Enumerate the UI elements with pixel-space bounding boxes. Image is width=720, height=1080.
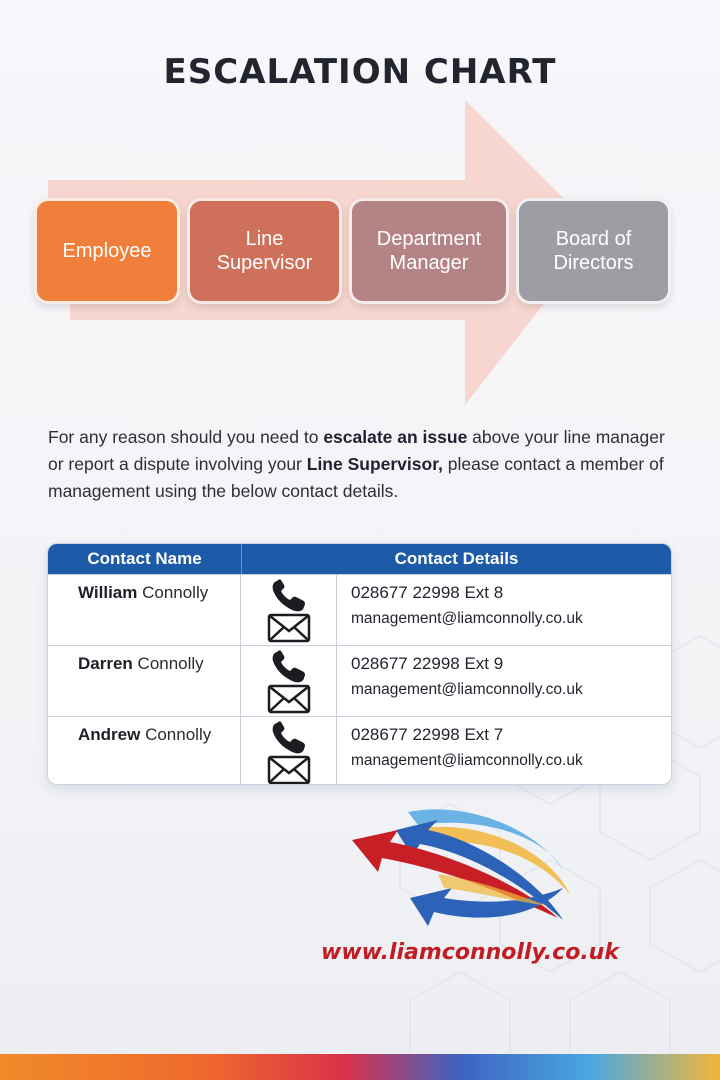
header-contact-details: Contact Details <box>394 549 519 568</box>
table-row <box>48 716 671 785</box>
contact-phone: 028677 22998 Ext 8 <box>351 583 504 602</box>
intro-text-3: please contact a member of management using the below contact details. <box>48 454 664 501</box>
table-row <box>48 645 671 716</box>
envelope-icon <box>267 755 311 785</box>
step-department-manager: Department Manager <box>349 198 509 304</box>
phone-icon <box>269 650 309 684</box>
contact-first-name: Andrew <box>78 725 141 744</box>
contact-last-name: Connolly <box>132 654 204 673</box>
contact-phone: 028677 22998 Ext 7 <box>351 725 504 744</box>
contact-icons <box>241 717 337 785</box>
swoosh-globe-logo <box>348 800 588 940</box>
contact-last-name: Connolly <box>137 583 209 602</box>
intro-bold-line-supervisor: Line Supervisor, <box>306 454 443 474</box>
contact-email[interactable]: management@liamconnolly.co.uk <box>351 681 583 698</box>
header-contact-name: Contact Name <box>48 544 242 574</box>
website-url[interactable]: www.liamconnolly.co.uk <box>321 940 619 965</box>
contact-last-name: Connolly <box>140 725 212 744</box>
contact-email[interactable]: management@liamconnolly.co.uk <box>351 610 583 627</box>
phone-icon <box>269 721 309 755</box>
intro-bold-escalate: escalate an issue <box>323 427 468 447</box>
intro-text-2: above your line manager or report a dispute involving your <box>48 427 665 474</box>
contact-table <box>47 543 672 785</box>
envelope-icon <box>267 613 311 643</box>
step-board-of-directors: Board of Directors <box>516 198 671 304</box>
intro-paragraph <box>48 424 678 505</box>
contact-name <box>48 717 241 785</box>
table-header <box>48 544 671 574</box>
contact-icons <box>241 575 337 645</box>
intro-text-1: For any reason should you need to <box>48 427 324 447</box>
phone-icon <box>269 579 309 613</box>
contact-name <box>48 646 241 716</box>
contact-first-name: William <box>78 583 138 602</box>
table-row <box>48 574 671 645</box>
step-line-supervisor: Line Supervisor <box>187 198 342 304</box>
contact-details <box>337 717 671 785</box>
contact-first-name: Darren <box>78 654 133 673</box>
envelope-icon <box>267 684 311 714</box>
step-employee: Employee <box>34 198 180 304</box>
contact-phone: 028677 22998 Ext 9 <box>351 654 504 673</box>
contact-icons <box>241 646 337 716</box>
contact-details <box>337 575 671 645</box>
contact-email[interactable]: management@liamconnolly.co.uk <box>351 752 583 769</box>
page-title: ESCALATION CHART <box>163 52 557 92</box>
contact-name <box>48 575 241 645</box>
contact-details <box>337 646 671 716</box>
bottom-color-bar <box>0 1054 720 1080</box>
